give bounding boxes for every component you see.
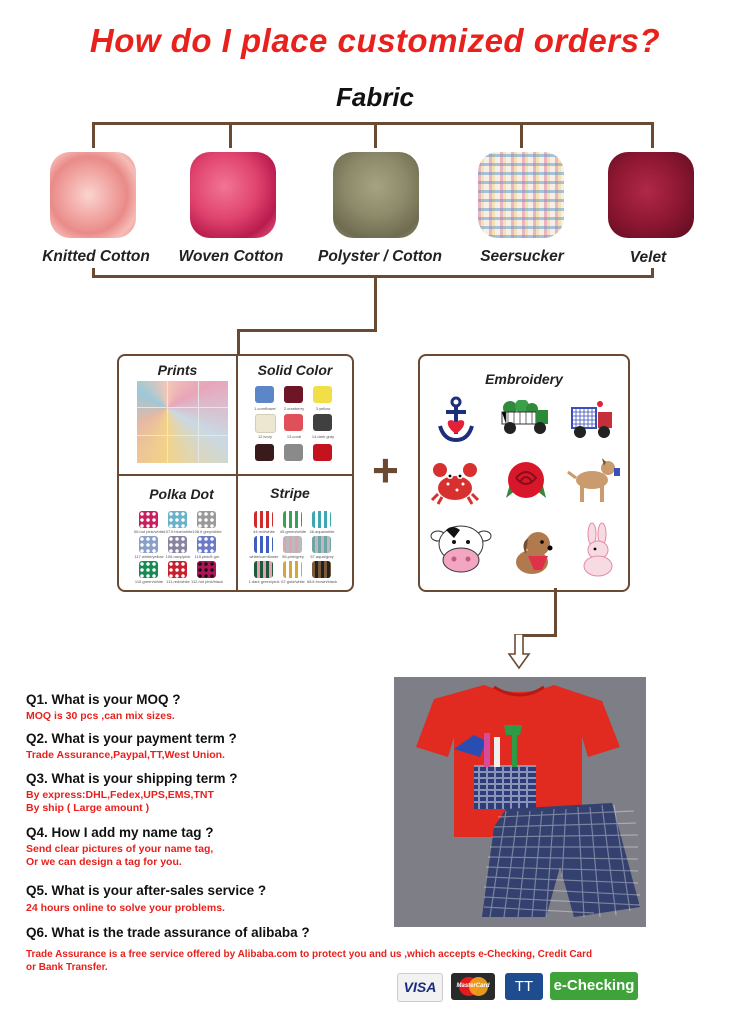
faq-answer: MOQ is 30 pcs ,can mix sizes. — [26, 710, 175, 722]
faq-answer: Send clear pictures of your name tag, — [26, 843, 214, 855]
faq-question: Q4. How I add my name tag ? — [26, 825, 214, 840]
down-arrow-icon — [507, 634, 531, 670]
cow-icon — [430, 522, 492, 578]
stripe-cell — [238, 476, 352, 590]
connector-line — [374, 275, 377, 331]
stripe-swatch — [283, 536, 302, 553]
polka-dot-cell — [119, 476, 236, 590]
crab-icon — [430, 460, 480, 506]
solid-swatch — [255, 414, 276, 433]
faq-question: Q6. What is the trade assurance of alibaba ? — [26, 925, 310, 940]
echecking-badge — [550, 972, 638, 1000]
connector-line — [237, 329, 240, 356]
polka-swatch — [197, 561, 216, 578]
swatch-caption: 67.gold/white — [281, 579, 305, 584]
stripe-swatch — [254, 561, 273, 578]
polka-swatch — [168, 561, 187, 578]
polka-swatch — [139, 561, 158, 578]
visa-badge — [397, 973, 443, 1002]
fabric-swatch-knitted-cotton — [50, 152, 136, 238]
swatch-caption: 57.aqua/grey — [310, 554, 334, 559]
fabric-label: Woven Cotton — [178, 248, 284, 265]
polka-swatch — [197, 536, 216, 553]
stripe-title: Stripe — [270, 485, 310, 501]
fabric-bracket-stub — [520, 122, 523, 148]
stripe-swatch — [312, 536, 331, 553]
fabric-swatch-velet — [608, 152, 694, 238]
faq-question: Q3. What is your shipping term ? — [26, 771, 238, 786]
faq-answer: By ship ( Large amount ) — [26, 802, 150, 814]
swatch-caption: 107.lt blue/white — [163, 529, 193, 534]
swatch-caption: 3.yellow — [315, 406, 331, 411]
swatch-caption: 106.navy/pink — [165, 554, 191, 559]
faq-answer: Trade Assurance is a free service offered by Alibaba.com to protect you and us ,which accepts e-Checking, Credit Card — [26, 949, 593, 960]
swatch-caption: 1.dark green/pink — [248, 579, 280, 584]
plus-sign: + — [372, 444, 399, 496]
bunny-icon — [578, 522, 618, 578]
fabric-bracket-stub — [229, 122, 232, 148]
tractor-icon — [498, 400, 552, 436]
swatch-caption: 2.cranberry — [283, 406, 305, 411]
stripe-swatch — [254, 511, 273, 528]
embroidery-box — [418, 354, 630, 592]
swatch-caption: 46.aqua/white — [309, 529, 335, 534]
mastercard-badge — [451, 973, 495, 1000]
faq-question: Q5. What is your after-sales service ? — [26, 883, 267, 898]
embroidery-title: Embroidery — [485, 371, 563, 387]
fabric-bracket-stub — [374, 122, 377, 148]
anchor-heart-icon — [436, 396, 476, 446]
stripe-swatch — [312, 561, 331, 578]
swatch-caption: white/cornflower — [249, 554, 279, 559]
swatch-caption: 112.hot pink/black — [191, 579, 223, 584]
swatch-caption: 108.lt grey/white — [192, 529, 222, 534]
swatch-caption: 68.lt brown/black — [306, 579, 337, 584]
tt-badge — [505, 973, 543, 1000]
swatch-caption: 115.pink/lt grn — [194, 554, 220, 559]
fabric-bracket-stub — [92, 268, 95, 278]
fabric-swatch-woven-cotton — [190, 152, 276, 238]
options-box — [117, 354, 354, 592]
fabric-bracket-bottom — [92, 275, 654, 278]
mastercard-label: MasterCard — [456, 983, 490, 989]
product-photo — [394, 677, 646, 927]
swatch-caption: 110.green/white — [134, 579, 164, 584]
polka-dot-title: Polka Dot — [149, 486, 214, 502]
prints-collage — [137, 381, 228, 463]
swatch-caption: 13.coral — [286, 434, 302, 439]
fabric-swatch-polyster-cotton — [333, 152, 419, 238]
stripe-swatch — [254, 536, 273, 553]
page-title: How do I place customized orders? — [89, 22, 661, 59]
faq-question: Q1. What is your MOQ ? — [26, 692, 181, 707]
echecking-label: e-Checking — [553, 977, 635, 994]
stripe-swatch — [283, 561, 302, 578]
faq-question: Q2. What is your payment term ? — [26, 731, 237, 746]
stripe-swatch — [283, 511, 302, 528]
outfit-illustration — [394, 677, 646, 927]
polka-swatch — [139, 536, 158, 553]
stripe-swatch — [312, 511, 331, 528]
swatch-caption: 14.dark gray — [311, 434, 335, 439]
solid-swatch — [313, 386, 332, 403]
swatch-caption: 56.pink/grey — [282, 554, 304, 559]
solid-swatch — [255, 386, 274, 403]
polka-swatch — [168, 536, 187, 553]
polka-swatch — [139, 511, 158, 528]
fabric-swatch-seersucker — [478, 152, 564, 238]
prints-title: Prints — [157, 362, 198, 378]
connector-line — [554, 588, 557, 636]
fabric-label: Knitted Cotton — [42, 248, 150, 265]
fabric-bracket-stub — [651, 122, 654, 148]
visa-label: VISA — [403, 979, 437, 995]
solid-color-cell — [238, 356, 352, 474]
fabric-heading: Fabric — [335, 82, 415, 112]
faq-answer: By express:DHL,Fedex,UPS,EMS,TNT — [26, 789, 214, 801]
puppy-icon — [508, 526, 562, 578]
faq-answer: Trade Assurance,Paypal,TT,West Union. — [26, 749, 225, 761]
fabric-label: Polyster / Cotton — [317, 248, 442, 265]
solid-swatch — [313, 444, 332, 461]
connector-line — [237, 329, 377, 332]
swatch-caption: 44.red/white — [253, 529, 275, 534]
prints-cell — [119, 356, 236, 474]
swatch-caption: 1.cornflower — [254, 406, 276, 411]
rose-icon — [500, 458, 552, 506]
faq-answer: Or we can design a tag for you. — [26, 856, 182, 868]
fabric-bracket-stub — [92, 122, 95, 148]
solid-color-title: Solid Color — [257, 362, 333, 378]
swatch-caption: 45.green/white — [279, 529, 307, 534]
faq-answer: 24 hours online to solve your problems. — [26, 902, 225, 914]
fabric-bracket-stub — [651, 268, 654, 278]
fabric-label: Seersucker — [480, 248, 564, 265]
tt-label: TT — [514, 978, 534, 995]
solid-swatch — [255, 444, 274, 461]
fabric-label: Velet — [629, 249, 667, 266]
solid-swatch — [313, 414, 332, 431]
solid-swatch — [284, 414, 303, 431]
solid-swatch — [284, 386, 303, 403]
swatch-caption: 111.red/white — [166, 579, 190, 584]
swatch-caption: 117.white/yellow — [134, 554, 164, 559]
truck-icon — [570, 398, 614, 440]
swatch-caption: 06.hot pink/white — [133, 529, 165, 534]
polka-swatch — [197, 511, 216, 528]
faq-answer: or Bank Transfer. — [26, 962, 108, 973]
dog-icon — [566, 456, 622, 506]
swatch-caption: 12.ivory — [257, 434, 272, 439]
solid-swatch — [284, 444, 303, 461]
fabric-bracket-top — [92, 122, 654, 125]
polka-swatch — [168, 511, 187, 528]
